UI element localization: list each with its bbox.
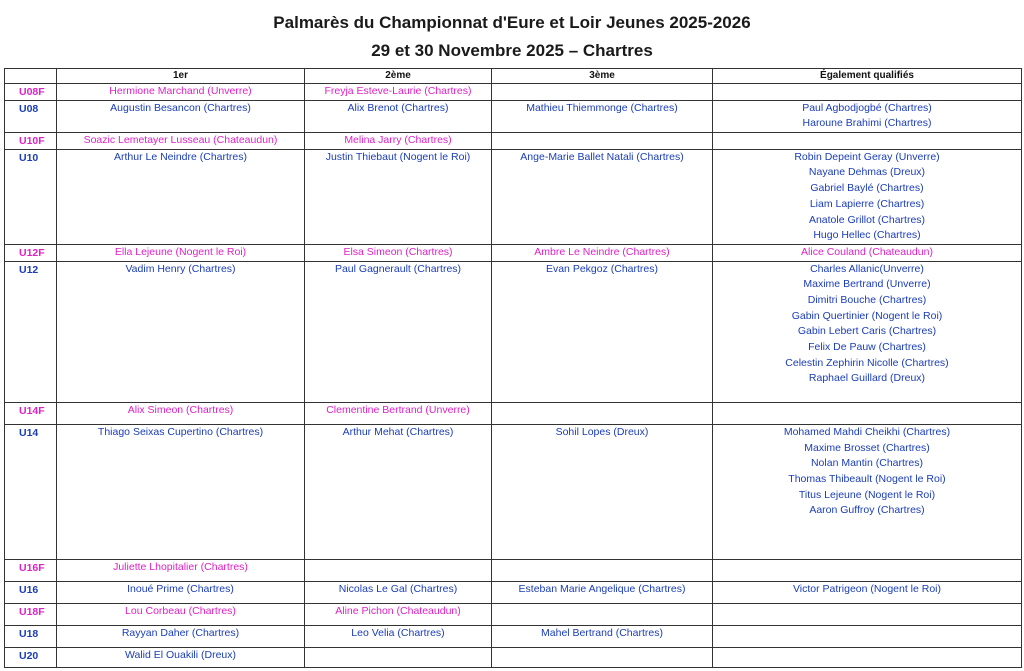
cell-second — [305, 402, 492, 424]
cell-qualified — [713, 149, 1022, 244]
cell-first — [57, 261, 305, 402]
cell-third — [492, 647, 713, 667]
player-name: Aaron Guffroy (Chartres) — [809, 504, 925, 517]
cell-second — [305, 149, 492, 244]
player-name: Esteban Marie Angelique (Chartres) — [518, 582, 686, 595]
player-name: Nicolas Le Gal (Chartres) — [338, 582, 458, 595]
player-name: Aline Pichon (Chateaudun) — [335, 604, 461, 617]
cell-second — [305, 133, 492, 150]
cell-first — [57, 84, 305, 101]
player-name: Vadim Henry (Chartres) — [125, 262, 236, 275]
player-name: Alix Simeon (Chartres) — [127, 403, 234, 416]
player-name: Ange-Marie Ballet Natali (Chartres) — [520, 150, 684, 163]
header-qualified: Également qualifiés — [713, 69, 1022, 84]
cell-qualified — [713, 559, 1022, 581]
player-name: Hermione Marchand (Unverre) — [109, 85, 252, 97]
table-row — [5, 625, 1022, 647]
cell-second — [305, 603, 492, 625]
cell-qualified — [713, 244, 1022, 261]
player-name: Anatole Grillot (Chartres) — [808, 213, 926, 226]
cell-second — [305, 244, 492, 261]
cell-qualified — [713, 84, 1022, 101]
cell-second — [305, 559, 492, 581]
player-name: Nolan Mantin (Chartres) — [810, 457, 924, 470]
player-name: Mathieu Thiemmonge (Chartres) — [526, 101, 678, 114]
player-name: Soazic Lemetayer Lusseau (Chateaudun) — [83, 134, 278, 147]
player-name: Ambre Le Neindre (Chartres) — [534, 245, 670, 258]
cell-third — [492, 625, 713, 647]
table-row — [5, 244, 1022, 261]
cell-qualified — [713, 581, 1022, 603]
player-name: Alice Couland (Chateaudun) — [801, 245, 933, 258]
player-name: Nayane Dehmas (Dreux) — [808, 166, 926, 179]
table-row — [5, 559, 1022, 581]
header-second: 2ème — [305, 69, 492, 84]
category-cell: U16 — [5, 581, 57, 603]
cell-first — [57, 244, 305, 261]
player-name: Arthur Mehat (Chartres) — [342, 425, 454, 438]
player-name: Hugo Hellec (Chartres) — [813, 229, 921, 242]
page-subtitle: 29 et 30 Novembre 2025 – Chartres — [371, 41, 653, 60]
cell-first — [57, 149, 305, 244]
cell-first — [57, 647, 305, 667]
table-row — [5, 133, 1022, 150]
player-name: Juliette Lhopitalier (Chartres) — [113, 560, 248, 573]
player-name: Arthur Le Neindre (Chartres) — [113, 150, 248, 163]
header-third: 3ème — [492, 69, 713, 84]
cell-first — [57, 581, 305, 603]
category-cell: U12F — [5, 244, 57, 261]
cell-first — [57, 625, 305, 647]
cell-first — [57, 133, 305, 150]
cell-third — [492, 559, 713, 581]
cell-second — [305, 647, 492, 667]
category-cell: U08F — [5, 84, 57, 101]
cell-third — [492, 244, 713, 261]
player-name: Liam Lapierre (Chartres) — [809, 197, 925, 210]
player-name: Leo Velia (Chartres) — [351, 626, 445, 639]
category-cell: U20 — [5, 647, 57, 667]
table-row — [5, 424, 1022, 559]
player-name: Evan Pekgoz (Chartres) — [545, 262, 659, 275]
cell-second — [305, 424, 492, 559]
cell-third — [492, 133, 713, 150]
player-name: Gabin Lebert Caris (Chartres) — [797, 325, 937, 338]
cell-first — [57, 603, 305, 625]
cell-qualified — [713, 625, 1022, 647]
cell-third — [492, 402, 713, 424]
cell-second — [305, 581, 492, 603]
cell-third — [492, 581, 713, 603]
player-name: Alix Brenot (Chartres) — [347, 101, 449, 114]
player-name: Melina Jarry (Chartres) — [344, 134, 452, 147]
table-row — [5, 402, 1022, 424]
player-name: Ella Lejeune (Nogent le Roi) — [114, 245, 247, 258]
player-name: Gabriel Baylé (Chartres) — [810, 182, 924, 195]
cell-second — [305, 100, 492, 132]
category-cell: U14F — [5, 402, 57, 424]
category-cell: U10 — [5, 149, 57, 244]
category-cell: U10F — [5, 133, 57, 150]
cell-third — [492, 261, 713, 402]
player-name: Justin Thiebaut (Nogent le Roi) — [325, 150, 471, 163]
player-name: Rayyan Daher (Chartres) — [121, 626, 240, 639]
cell-qualified — [713, 647, 1022, 667]
cell-first — [57, 424, 305, 559]
category-cell: U08 — [5, 100, 57, 132]
player-name: Felix De Pauw (Chartres) — [808, 341, 926, 353]
player-name: Elsa Simeon (Chartres) — [343, 245, 453, 258]
player-name: Walid El Ouakili (Dreux) — [124, 648, 237, 661]
category-cell: U18F — [5, 603, 57, 625]
player-name: Dimitri Bouche (Chartres) — [807, 293, 927, 306]
results-table — [4, 68, 1022, 668]
table-header-row — [5, 69, 1022, 84]
player-name: Haroune Brahimi (Chartres) — [802, 117, 932, 130]
cell-qualified — [713, 133, 1022, 150]
cell-qualified — [713, 100, 1022, 132]
category-cell: U14 — [5, 424, 57, 559]
cell-third — [492, 149, 713, 244]
table-row — [5, 149, 1022, 244]
player-name: Lou Corbeau (Chartres) — [125, 604, 236, 617]
player-name: Inoué Prime (Chartres) — [127, 582, 234, 595]
category-cell: U12 — [5, 261, 57, 402]
cell-first — [57, 100, 305, 132]
table-row — [5, 603, 1022, 625]
player-name: Clementine Bertrand (Unverre) — [326, 403, 470, 416]
player-name: Paul Agbodjogbé (Chartres) — [802, 101, 932, 114]
table-row — [5, 100, 1022, 132]
cell-first — [57, 559, 305, 581]
player-name: Augustin Besancon (Chartres) — [110, 101, 251, 114]
player-name: Raphael Guillard (Dreux) — [808, 372, 926, 385]
category-cell: U18 — [5, 625, 57, 647]
table-row — [5, 581, 1022, 603]
table-row — [5, 261, 1022, 402]
cell-second — [305, 261, 492, 402]
player-name: Mohamed Mahdi Cheikhi (Chartres) — [783, 425, 951, 438]
category-cell: U16F — [5, 559, 57, 581]
player-name: Freyja Esteve-Laurie (Chartres) — [324, 85, 472, 97]
cell-qualified — [713, 424, 1022, 559]
page-title: Palmarès du Championnat d'Eure et Loir Jeunes 2025-2026 — [273, 13, 751, 32]
player-name: Paul Gagnerault (Chartres) — [334, 262, 462, 275]
cell-first — [57, 402, 305, 424]
cell-second — [305, 625, 492, 647]
table-row — [5, 84, 1022, 101]
cell-third — [492, 84, 713, 101]
player-name: Charles Allanic(Unverre) — [810, 262, 924, 275]
player-name: Victor Patrigeon (Nogent le Roi) — [792, 582, 942, 595]
header-category — [5, 69, 57, 84]
player-name: Thiago Seixas Cupertino (Chartres) — [97, 425, 264, 438]
table-row — [5, 647, 1022, 667]
cell-qualified — [713, 261, 1022, 402]
cell-qualified — [713, 603, 1022, 625]
player-name: Titus Lejeune (Nogent le Roi) — [798, 488, 936, 501]
player-name: Sohil Lopes (Dreux) — [555, 425, 649, 438]
player-name: Gabin Quertinier (Nogent le Roi) — [791, 309, 943, 322]
cell-third — [492, 603, 713, 625]
cell-second — [305, 84, 492, 101]
player-name: Robin Depeint Geray (Unverre) — [794, 150, 940, 163]
player-name: Celestin Zephirin Nicolle (Chartres) — [785, 356, 949, 369]
player-name: Thomas Thibeault (Nogent le Roi) — [788, 472, 946, 485]
player-name: Maxime Brosset (Chartres) — [804, 441, 930, 454]
cell-third — [492, 100, 713, 132]
cell-qualified — [713, 402, 1022, 424]
header-first: 1er — [57, 69, 305, 84]
player-name: Mahel Bertrand (Chartres) — [541, 626, 663, 639]
player-name: Maxime Bertrand (Unverre) — [803, 278, 931, 291]
cell-third — [492, 424, 713, 559]
